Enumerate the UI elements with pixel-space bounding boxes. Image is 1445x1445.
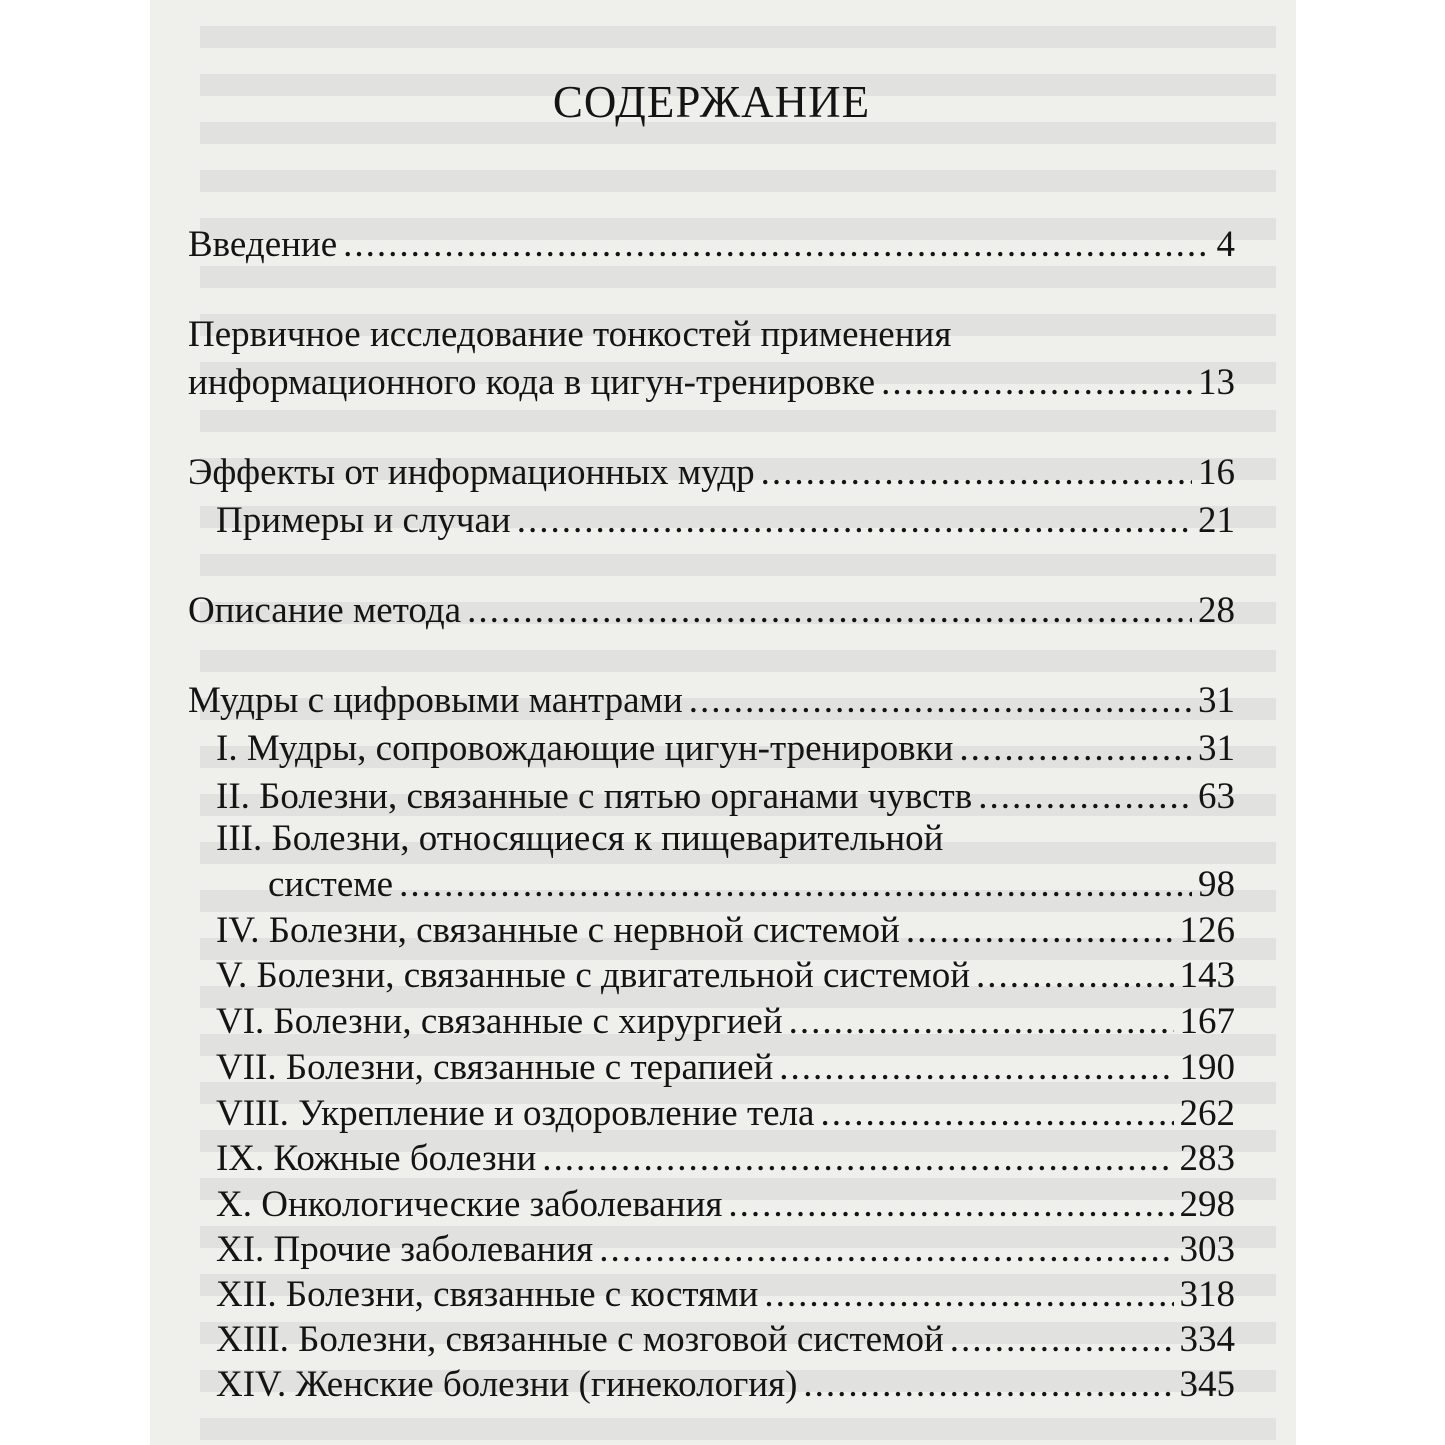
dot-leader (779, 1044, 1173, 1092)
dot-leader (728, 1181, 1173, 1229)
toc-entry-primary-research (188, 359, 1235, 407)
toc-entry-text: XII. Болезни, связанные с костями (216, 1274, 759, 1315)
dot-leader (343, 221, 1210, 269)
toc-entry-text: XI. Прочие заболевания (216, 1229, 594, 1270)
toc-entry-chapter-7 (216, 1044, 1235, 1092)
dot-leader (959, 725, 1192, 773)
toc-page-number: 28 (1198, 590, 1235, 631)
toc-page-number: 298 (1179, 1184, 1235, 1225)
toc-entry-chapter-11 (216, 1226, 1235, 1274)
book-page (150, 0, 1296, 1445)
toc-entry-mudras (188, 677, 1235, 725)
toc-entry-text: информационного кода в цигун-тренировке (188, 362, 876, 403)
dot-leader (976, 952, 1173, 1000)
dot-leader (761, 449, 1192, 497)
dot-leader (399, 861, 1192, 909)
dot-leader (950, 1316, 1174, 1364)
dot-leader (764, 1271, 1173, 1319)
dot-leader (517, 497, 1192, 545)
dot-leader (542, 1135, 1173, 1183)
toc-entry-chapter-3 (268, 861, 1235, 909)
toc-entry-text: системе (268, 864, 394, 905)
toc-entry-text: X. Онкологические заболевания (216, 1184, 723, 1225)
toc-entry-text: XIII. Болезни, связанные с мозговой системой (216, 1319, 944, 1360)
toc-page-number: 143 (1179, 955, 1235, 996)
dot-leader (978, 773, 1192, 821)
toc-entry-text: II. Болезни, связанные с пятью органами чувств (216, 776, 973, 817)
toc-entry-text: VII. Болезни, связанные с терапией (216, 1047, 774, 1088)
toc-page-number: 63 (1198, 776, 1235, 817)
toc-page-number: 283 (1179, 1138, 1235, 1179)
dot-leader (789, 998, 1174, 1046)
dot-leader (820, 1090, 1173, 1138)
toc-entry-text: Эффекты от информационных мудр (188, 452, 755, 493)
toc-entry-chapter-1 (216, 725, 1235, 773)
toc-entry-text: Мудры с цифровыми мантрами (188, 680, 683, 721)
toc-entry-chapter-13 (216, 1316, 1235, 1364)
toc-entry-method (188, 587, 1235, 635)
dot-leader (906, 907, 1174, 955)
toc-page-number: 318 (1179, 1274, 1235, 1315)
dot-leader (881, 359, 1192, 407)
toc-entry-text: IV. Болезни, связанные с нервной системой (216, 910, 900, 951)
dot-leader (467, 587, 1192, 635)
toc-entry-chapter-8 (216, 1090, 1235, 1138)
toc-page-number: 31 (1198, 680, 1235, 721)
toc-entry-chapter-12 (216, 1271, 1235, 1319)
toc-entry-line: III. Болезни, относящиеся к пищеварительной (216, 818, 944, 859)
toc-entry-chapter-10 (216, 1181, 1235, 1229)
toc-entry-text: V. Болезни, связанные с двигательной системой (216, 955, 971, 996)
toc-entry-text: VIII. Укрепление и оздоровление тела (216, 1093, 815, 1134)
dot-leader (689, 677, 1192, 725)
toc-page-number: 190 (1179, 1047, 1235, 1088)
toc-entry-line: Первичное исследование тонкостей применения (188, 314, 952, 355)
dot-leader (803, 1361, 1173, 1409)
toc-page-number: 13 (1198, 362, 1235, 403)
page-title: СОДЕРЖАНИЕ (552, 77, 871, 127)
toc-entry-chapter-6 (216, 998, 1235, 1046)
toc-page-number: 345 (1179, 1364, 1235, 1405)
toc-page-number: 98 (1198, 864, 1235, 905)
toc-entry-text: IX. Кожные болезни (216, 1138, 537, 1179)
toc-entry-chapter-9 (216, 1135, 1235, 1183)
toc-page-number: 21 (1198, 500, 1235, 541)
toc-entry-effects (188, 449, 1235, 497)
toc-entry-text: I. Мудры, сопровождающие цигун-тренировки (216, 728, 954, 769)
toc-entry-chapter-2 (216, 773, 1235, 821)
toc-entry-chapter-14 (216, 1361, 1235, 1409)
toc-entry-examples (216, 497, 1235, 545)
toc-entry-chapter-4 (216, 907, 1235, 955)
toc-page-number: 16 (1198, 452, 1235, 493)
toc-entry-introduction (188, 221, 1235, 269)
toc-page-number: 262 (1179, 1093, 1235, 1134)
toc-page-number: 334 (1179, 1319, 1235, 1360)
toc-entry-text: Примеры и случаи (216, 500, 511, 541)
toc-entry-text: Описание метода (188, 590, 462, 631)
toc-entry-text: XIV. Женские болезни (гинекология) (216, 1364, 798, 1405)
toc-page-number: 31 (1198, 728, 1235, 769)
dot-leader (599, 1226, 1173, 1274)
toc-page-number: 167 (1179, 1001, 1235, 1042)
toc-page-number: 126 (1179, 910, 1235, 951)
toc-page-number: 303 (1179, 1229, 1235, 1270)
toc-page-number: 4 (1216, 224, 1235, 265)
toc-entry-chapter-5 (216, 952, 1235, 1000)
toc-entry-text: VI. Болезни, связанные с хирургией (216, 1001, 783, 1042)
toc-entry-text: Введение (188, 224, 338, 265)
